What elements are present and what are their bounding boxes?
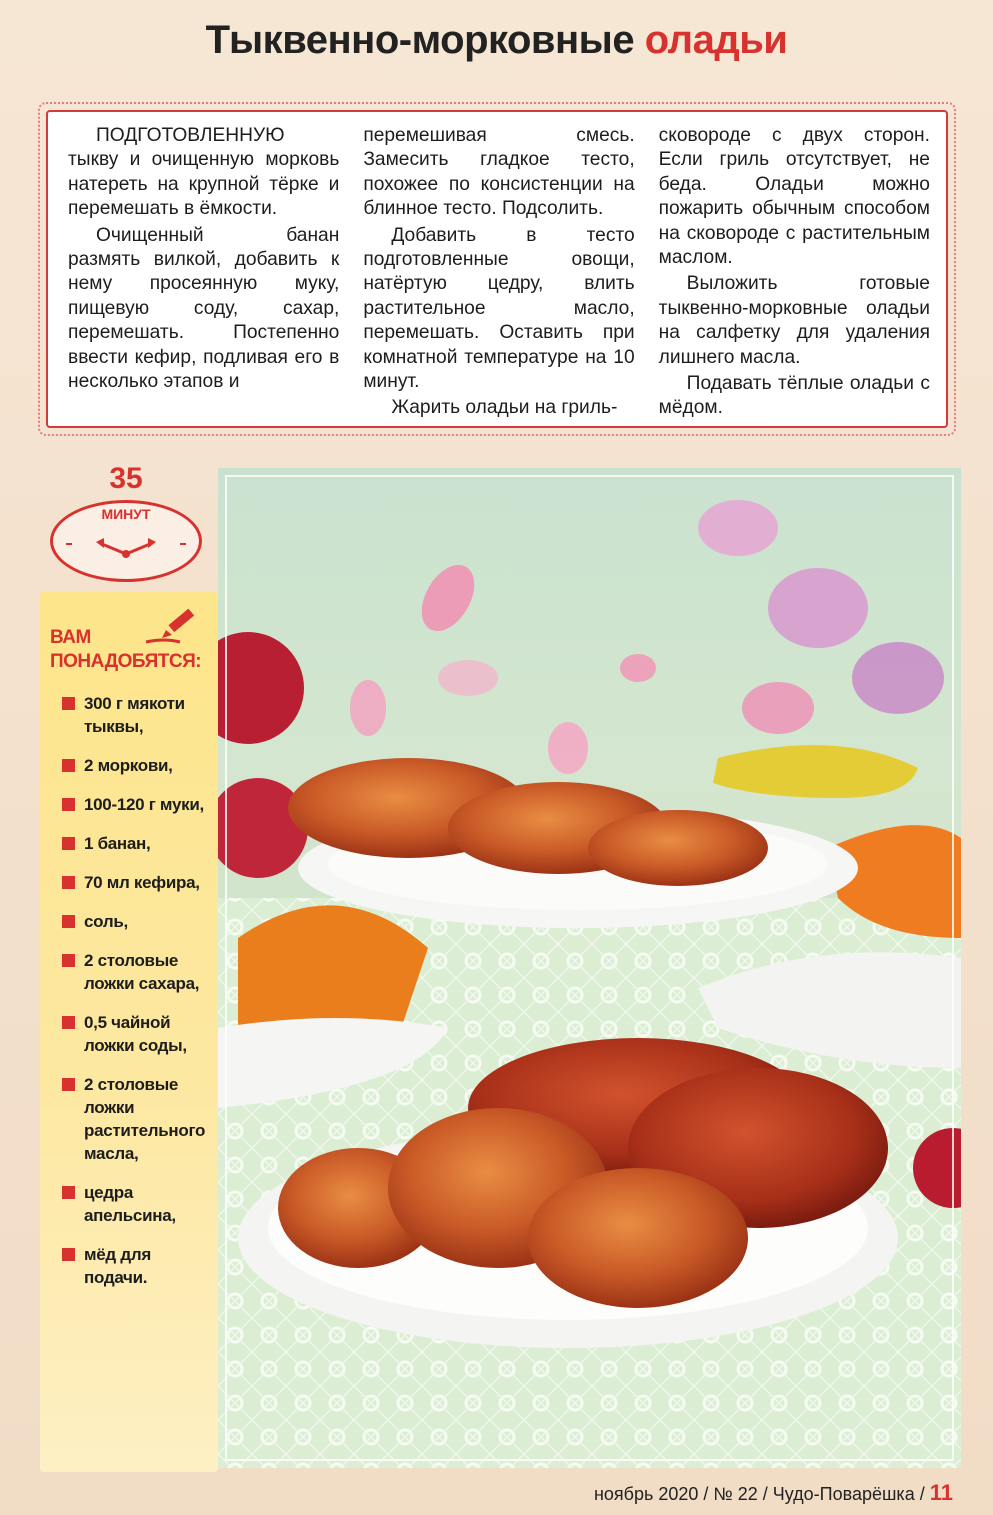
bullet-icon	[62, 954, 75, 967]
dish-photo	[218, 468, 961, 1468]
bullet-icon	[62, 876, 75, 889]
recipe-paragraph: Подавать тёплые оладьи с мёдом.	[658, 373, 930, 419]
recipe-text-box	[46, 110, 948, 428]
recipe-column-2	[363, 124, 635, 419]
pencil-icon	[144, 608, 200, 648]
bullet-icon	[62, 1078, 75, 1091]
bullet-icon	[62, 759, 75, 772]
recipe-paragraph: ПОДГОТОВЛЕННУЮ тыкву и очищенную морковь натереть на крупной тёрке и перемешать в ёмкости.	[68, 125, 340, 220]
ingredients-list	[50, 692, 210, 1289]
cooking-time-unit: МИНУТ	[101, 506, 151, 522]
ingredient-item: мёд для подачи.	[62, 1243, 210, 1289]
ingredient-item: 1 банан,	[62, 832, 210, 855]
bullet-icon	[62, 798, 75, 811]
recipe-paragraph: Выложить готовые тыквенно-морковные оладьи на салфетку для удаления лишнего масла.	[658, 273, 930, 368]
ingredients-heading-line2: ПОНАДОБЯТСЯ:	[50, 651, 202, 672]
page-title	[0, 18, 993, 63]
ingredient-item: 70 мл кефира,	[62, 871, 210, 894]
page-number: 11	[929, 1480, 953, 1505]
recipe-column-1	[68, 124, 339, 416]
bullet-icon	[62, 1016, 75, 1029]
ingredient-item: 2 столовые ложки растительного масла,	[62, 1073, 210, 1165]
recipe-paragraph: сковороде с двух сторон. Если гриль отсутствует, не беда. Оладьи можно пожарить обычным способом на сковороде с растительным маслом.	[658, 125, 930, 269]
ingredients-heading-line1: ВАМ	[50, 627, 91, 648]
recipe-paragraph: Добавить в тесто подготовленные овощи, натёртую цедру, влить растительное масло, перемешать. Оставить при комнатной температуре на 10 минут.	[363, 224, 635, 393]
ingredient-item: 100-120 г муки,	[62, 793, 210, 816]
bullet-icon	[62, 837, 75, 850]
ingredient-item: 0,5 чайной ложки соды,	[62, 1011, 210, 1057]
recipe-paragraph: перемешивая смесь. Замесить гладкое тесто, похожее по консистенции на блинное тесто. Подсолить.	[363, 125, 635, 220]
ingredient-item: 2 столовые ложки сахара,	[62, 949, 210, 995]
ingredient-item: цедра апельсина,	[62, 1181, 210, 1227]
cooking-time-value: 35	[109, 462, 143, 495]
clock-hands-icon	[46, 462, 206, 582]
bullet-icon	[62, 697, 75, 710]
recipe-paragraph: Очищенный банан размять вилкой, добавить к нему просеянную муку, пищевую соду, сахар, перемешать. Постепенно ввести кефир, подливая его в несколько этапов и	[68, 224, 340, 393]
title-main: Тыквенно-морковные	[205, 18, 635, 62]
recipe-paragraph: Жарить оладьи на гриль-	[391, 397, 618, 419]
ingredient-item: 2 моркови,	[62, 754, 210, 777]
cooking-time-badge	[46, 462, 206, 582]
bullet-icon	[62, 915, 75, 928]
fritters-illustration	[218, 468, 961, 1468]
ingredient-item: 300 г мякоти тыквы,	[62, 692, 210, 738]
page-footer	[594, 1480, 953, 1506]
recipe-column-3	[658, 124, 930, 419]
ingredient-item: соль,	[62, 910, 210, 933]
title-accent: оладьи	[644, 18, 788, 62]
bullet-icon	[62, 1248, 75, 1261]
bullet-icon	[62, 1186, 75, 1199]
footer-issue: ноябрь 2020 / № 22 / Чудо-Поварёшка /	[593, 1484, 925, 1504]
ingredients-panel	[40, 592, 218, 1472]
